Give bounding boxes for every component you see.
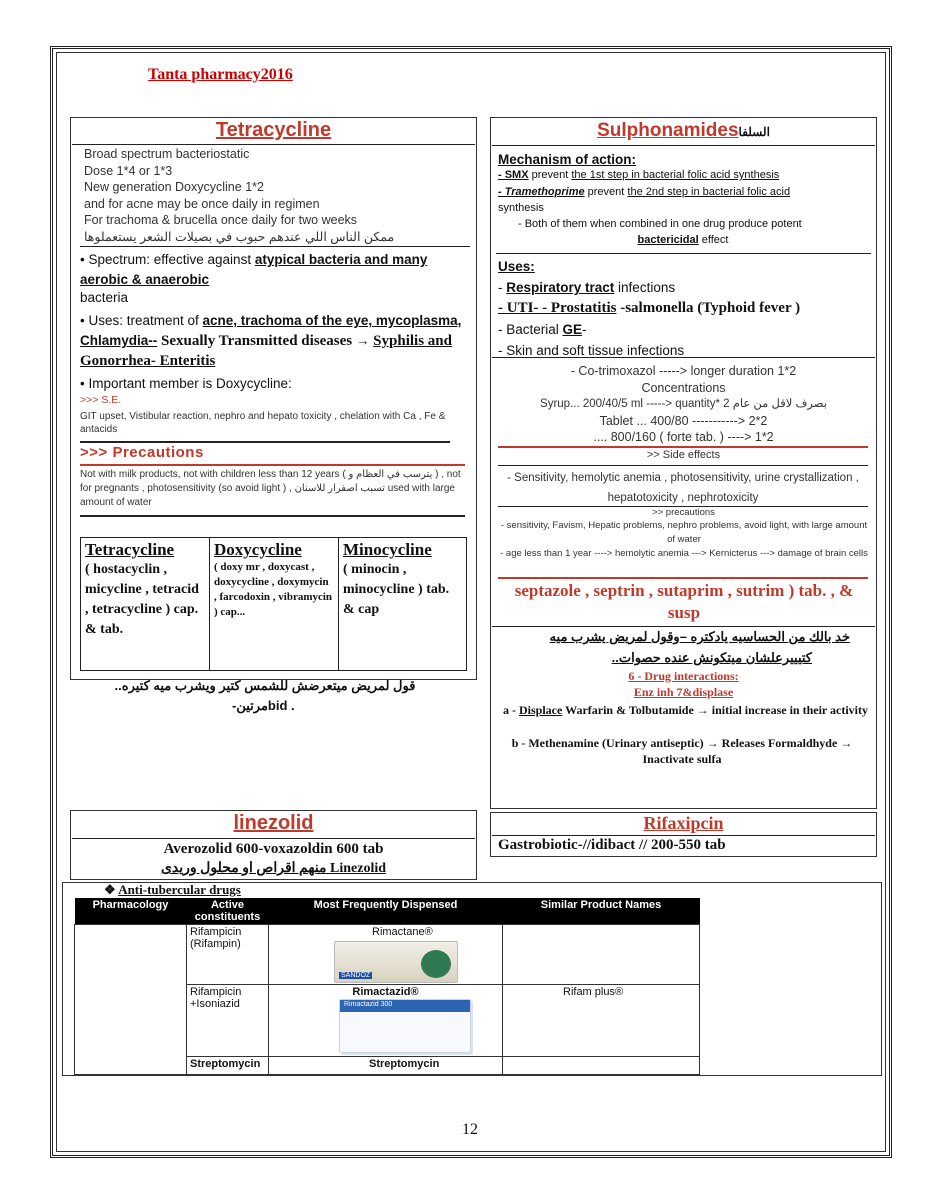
- divider: [492, 626, 875, 627]
- arrow-icon: →: [352, 333, 374, 348]
- smx-text: the 1st step in bacterial folic acid synthesis: [571, 169, 780, 181]
- se-text: GIT upset, Vistibular reaction, nephro and hepato toxicity , chelation with Ca , Fe & antacids: [80, 411, 446, 435]
- rimactazid-box-image: [339, 999, 471, 1053]
- sulpha-prec1: - sensitivity, Favism, Hepatic problems, nephro problems, avoid light, with large amount of water: [500, 520, 868, 545]
- drug-brands: ( minocin , minocycline ) tab. & cap: [343, 562, 450, 617]
- drug-brands: ( hostacyclin , micycline , tetracid , tetracycline ) cap. & tab.: [85, 562, 199, 637]
- use-item: - Skin and soft tissue infections: [498, 343, 685, 358]
- use-salmonella: -salmonella (Typhoid fever ): [616, 300, 801, 316]
- intro-line-arabic: ممكن الناس اللي عندهم حبوب في بصيلات الشعر يستعملوها: [84, 229, 395, 244]
- uses-std: Sexually Transmitted diseases: [157, 333, 353, 349]
- moa-cont: synthesis: [498, 202, 544, 214]
- use-item: [498, 298, 870, 319]
- page-header: Tanta pharmacy2016: [148, 66, 293, 83]
- cotri-line: - Co-trimoxazol -----> longer duration 1*2: [570, 364, 797, 378]
- tetracycline-uses: [80, 311, 472, 371]
- tetracycline-brands-table: [80, 537, 467, 671]
- divider: [498, 577, 868, 579]
- use-respiratory: Respiratory tract: [506, 280, 615, 295]
- interaction-a-text: Warfarin & Tolbutamide → initial increase in their activity: [562, 703, 868, 717]
- divider: [80, 441, 450, 443]
- divider: [80, 246, 470, 247]
- sulpha-prec2: - age less than 1 year ----> hemolytic anemia ---> Kernicterus ---> damage of brain cells: [500, 548, 868, 559]
- use-ge: GE: [562, 322, 583, 337]
- dispensed-name: Rimactazid®: [352, 986, 419, 998]
- sulphonamides-title: Sulphonamides: [597, 120, 739, 141]
- precautions-title: >>> Precautions: [80, 444, 204, 461]
- sulphonamides-heading: [490, 120, 877, 142]
- divider: [72, 838, 475, 839]
- tetracycline-spectrum: [80, 250, 470, 290]
- page-number: 12: [462, 1121, 478, 1138]
- dispensed-cell: [269, 925, 503, 985]
- tmp-text: the 2nd step in bacterial folic acid: [627, 186, 791, 198]
- precautions-text: Not with milk products, not with children less than 12 years ( يترسب في العظام و ) , not for pregnants , photosensitivity (so avoid light ) , تسبب اصفرار للاسنان used with large amount of water: [80, 469, 461, 508]
- drug-name: Minocycline: [343, 540, 432, 559]
- col-header: Pharmacology: [75, 898, 187, 925]
- intro-line: and for acne may be once daily in regimen: [84, 196, 320, 211]
- active-cell: Rifampicin +Isoniazid: [187, 985, 269, 1057]
- rifaximin-brands: Gastrobiotic-//idibact // 200-550 tab: [498, 837, 726, 853]
- col-header: Active constituents: [187, 898, 269, 925]
- smx-label: - SMX: [498, 169, 529, 181]
- brand-cell: [339, 538, 467, 671]
- similar-cell: [503, 925, 700, 985]
- divider: [496, 253, 871, 254]
- interaction-b: b - Methenamine (Urinary antiseptic) → Releases Formaldhyde → Inactivate sulfa: [511, 736, 853, 766]
- uses-text: acne, trachoma of the eye, mycoplasma, Chlamydia--: [80, 313, 462, 348]
- tetracycline-dose-note: -مرتينbid .: [232, 698, 295, 713]
- moa-title: Mechanism of action:: [498, 152, 637, 167]
- forte-line: .... 800/160 ( forte tab. ) ----> 1*2: [593, 430, 774, 444]
- use-infections: infections: [614, 280, 676, 295]
- drug-interactions-sub: Enz inh 7&displase: [633, 685, 734, 699]
- mechanism-block: [498, 152, 868, 248]
- intro-line: Broad spectrum bacteriostatic: [84, 147, 250, 161]
- antitb-title: Anti-tubercular drugs: [118, 882, 241, 897]
- sulpha-arabic-note-1: خد بالك من الحساسيه يادكتره –وقول لمريض يشرب ميه: [549, 629, 850, 644]
- use-bacterial: - Bacterial: [498, 322, 563, 337]
- sulphonamides-title-arabic: السلفا: [738, 125, 770, 139]
- antitb-table: [74, 898, 700, 1075]
- col-header: Similar Product Names: [503, 898, 700, 925]
- sulpha-se-text: - Sensitivity, hemolytic anemia , photosensitivity, urine crystallization , hepatotoxicity , nephrotoxicity: [507, 472, 859, 504]
- use-item: [498, 319, 870, 340]
- tetracycline-intro: [84, 146, 464, 245]
- bactericidal: bactericidal: [637, 234, 699, 246]
- spectrum-text: atypical bacteria and many aerobic & anaerobic: [80, 252, 428, 287]
- linezolid-brands: Averozolid 600-voxazoldin 600 tab: [163, 841, 384, 857]
- rimactazid-pack-label: Rimactazid 300: [344, 1001, 393, 1008]
- use-dash: -: [582, 322, 587, 337]
- se-label: >>> S.E.: [80, 394, 122, 406]
- linezolid-title: linezolid: [233, 812, 314, 834]
- similar-cell: [503, 1057, 700, 1075]
- green-logo-icon: [421, 950, 451, 978]
- divider: [492, 145, 875, 146]
- bacteria-word: bacteria: [80, 290, 129, 305]
- interaction-a-label: a -: [502, 703, 519, 717]
- col-header: Most Frequently Dispensed: [269, 898, 503, 925]
- rifaximin-title: Rifaxipcin: [643, 813, 724, 833]
- drug-interactions-title: 6 - Drug interactions:: [628, 669, 739, 683]
- active-cell: Rifampicin (Rifampin): [187, 925, 269, 985]
- divider: [492, 835, 875, 836]
- antitb-heading: [104, 882, 241, 898]
- tablet-line: Tablet ... 400/80 -----------> 2*2: [599, 413, 768, 428]
- active-cell: Streptomycin: [187, 1057, 269, 1075]
- conc-line: Concentrations: [641, 380, 726, 395]
- dispensed-name: Rimactane®: [372, 926, 433, 938]
- sulpha-uses: [498, 256, 870, 361]
- tetracycline-title: Tetracycline: [215, 119, 332, 141]
- diamond-bullet-icon: ❖: [104, 882, 119, 897]
- interaction-a: [498, 702, 873, 718]
- uses-title: Uses:: [498, 259, 535, 274]
- sulpha-brands: septazole , septrin , sutaprim , sutrim ) tab. , & susp: [514, 581, 854, 622]
- use-item: - Respiratory tract infections: [498, 280, 676, 295]
- intro-line: For trachoma & brucella once daily for two weeks: [84, 213, 358, 227]
- syrup-line: Syrup... 200/40/5 ml -----> quantity* 2 بصرف لاقل من عام: [540, 398, 827, 410]
- sulpha-se-title: >> Side effects: [646, 449, 721, 461]
- interaction-a-displace: Displace: [518, 703, 563, 717]
- dispensed-cell: [269, 985, 503, 1057]
- spectrum-label: • Spectrum: effective against: [80, 252, 255, 267]
- use-uti: - UTI- - Prostatitis: [498, 300, 617, 316]
- uses-label: • Uses: treatment of: [80, 313, 203, 328]
- smx-verb: prevent: [528, 169, 572, 181]
- effect-word: effect: [698, 234, 729, 246]
- drug-name: Doxycycline: [214, 540, 302, 559]
- brand-cell: [81, 538, 210, 671]
- intro-line: Dose 1*4 or 1*3: [84, 163, 173, 178]
- moa-tmp: [498, 184, 868, 201]
- sulpha-prec-title: >> precautions: [652, 507, 715, 518]
- sulpha-arabic-note-2: كتيييرعلشان ميتكونش عنده حصوات..: [611, 650, 812, 665]
- tmp-label: - Tramethoprime: [498, 186, 585, 198]
- similar-cell: Rifam plus®: [503, 985, 700, 1057]
- tetracycline-note: قول لمريض ميتعرضش للشمس كتير ويشرب ميه كتيره..: [114, 678, 416, 693]
- divider: [498, 446, 868, 448]
- rimactane-box-image: [334, 941, 458, 983]
- moa-both: - Both of them when combined in one drug produce potent: [518, 218, 802, 230]
- moa-effect: [498, 233, 868, 248]
- tmp-verb: prevent: [584, 186, 628, 198]
- divider: [80, 464, 465, 466]
- uses-std-examples: Syphilis and Gonorrhea- Enteritis: [80, 333, 452, 369]
- important-member: • Important member is Doxycycline:: [80, 376, 292, 391]
- cotrimoxazol-block: [492, 363, 875, 446]
- moa-smx: [498, 167, 868, 184]
- drug-name: Tetracycline: [85, 540, 175, 559]
- divider: [80, 515, 465, 517]
- pharmacology-cell: [75, 925, 187, 1075]
- divider: [498, 465, 868, 466]
- brand-cell: [210, 538, 339, 671]
- divider: [72, 144, 475, 145]
- intro-line: New generation Doxycycline 1*2: [84, 180, 264, 194]
- sandoz-label: SANDOZ: [341, 972, 371, 979]
- divider: [492, 357, 875, 358]
- drug-brands: ( doxy mr , doxycast , doxycycline , doxymycin , farcodoxin , vibramycin ) cap...: [214, 561, 333, 618]
- linezolid-forms: منهم اقراص او محلول وريدى Linezolid: [160, 861, 387, 876]
- dispensed-cell: Streptomycin: [269, 1057, 503, 1075]
